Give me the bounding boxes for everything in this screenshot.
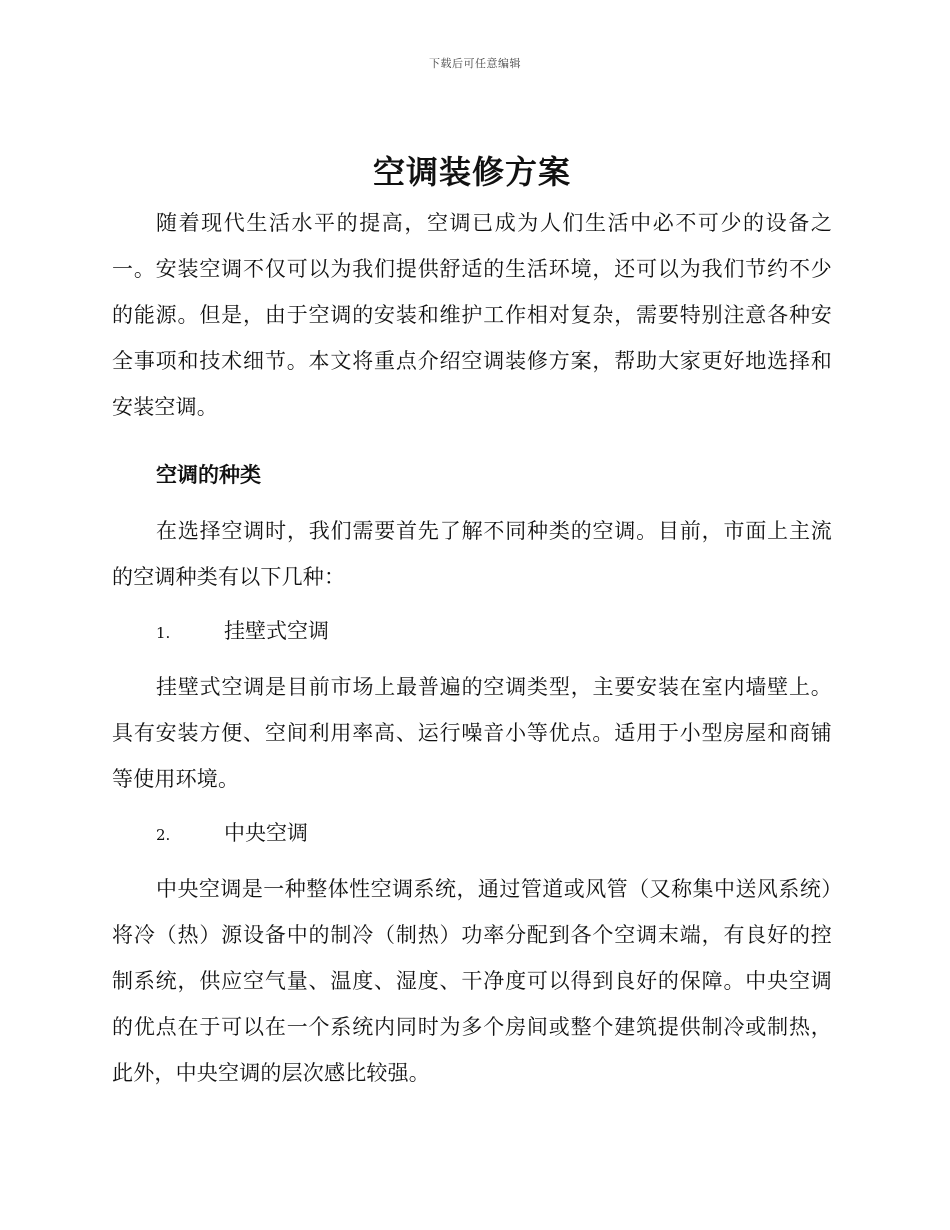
- list-number: 2.: [156, 826, 171, 844]
- header-note: 下载后可任意编辑: [429, 57, 521, 70]
- section-intro-paragraph: 在选择空调时，我们需要首先了解不同种类的空调。目前，市面上主流的空调种类有以下几种：: [112, 519, 832, 589]
- list-label: 中央空调: [224, 821, 308, 845]
- wall-mounted-description: 挂壁式空调是目前市场上最普遍的空调类型，主要安装在室内墙壁上。具有安装方便、空间利用率高、运行噪音小等优点。适用于小型房屋和商铺等使用环境。: [112, 675, 832, 791]
- document-body: [112, 148, 832, 1096]
- central-description: 中央空调是一种整体性空调系统，通过管道或风管（又称集中送风系统）将冷（热）源设备中的制冷（制热）功率分配到各个空调末端，有良好的控制系统，供应空气量、温度、湿度、干净度可以得到良好的保障。中央空调的优点在于可以在一个系统内同时为多个房间或整个建筑提供制冷或制热，此外，中央空调的层次感比较强。: [112, 877, 832, 1085]
- section-heading-ac-types: 空调的种类: [156, 463, 261, 487]
- list-item-central: [156, 810, 832, 858]
- list-label: 挂壁式空调: [224, 619, 329, 643]
- intro-paragraph: 随着现代生活水平的提高，空调已成为人们生活中必不可少的设备之一。安装空调不仅可以为我们提供舒适的生活环境，还可以为我们节约不少的能源。但是，由于空调的安装和维护工作相对复杂，需要特别注意各种安全事项和技术细节。本文将重点介绍空调装修方案，帮助大家更好地选择和安装空调。: [112, 211, 832, 419]
- list-number: 1.: [156, 624, 171, 642]
- document-title: 空调装修方案: [372, 153, 571, 191]
- spacer: [112, 430, 832, 442]
- list-item-wall-mounted: [156, 608, 832, 656]
